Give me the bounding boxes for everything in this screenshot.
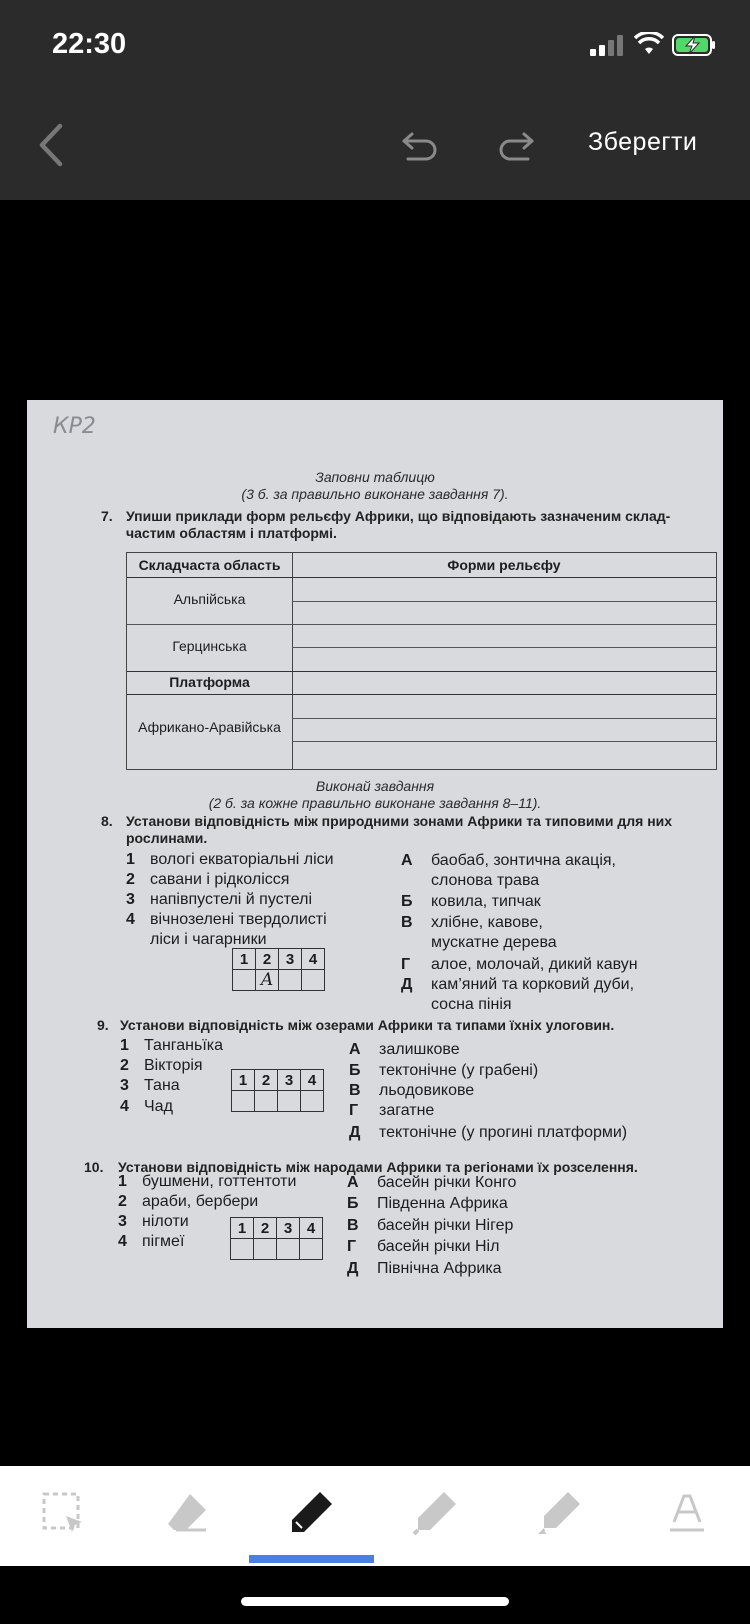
task8-left-item: ліси і чагарники [150, 931, 267, 948]
section2-title: Виконай завдання [315, 778, 435, 794]
task9-left-item: 1 Танганьїка [120, 1037, 224, 1054]
task8-right-item: А баобаб, зонтична акація, [401, 852, 616, 869]
table-header-region: Складчаста область [138, 557, 281, 573]
table-header-relief: Форми рельєфу [447, 557, 561, 573]
task8-right-item: В хлібне, кавове, [401, 914, 543, 931]
task8-left-item: 1 вологі екваторіальні ліси [126, 851, 334, 868]
table-row-line [127, 671, 716, 672]
grid-answer-cell [233, 970, 256, 991]
task8-right-item: Б ковила, типчак [401, 893, 541, 910]
status-bar [0, 0, 750, 90]
task9-right-item: Д тектонічне (у прогині платформи) [349, 1124, 628, 1141]
grid-answer-cell [277, 1239, 300, 1260]
marker-tool-icon[interactable] [410, 1488, 460, 1538]
task10-right-item: А басейн річки Конго [347, 1174, 517, 1191]
save-button[interactable]: Зберегти [588, 128, 698, 156]
grid-head-cell: 1 [233, 949, 256, 970]
table-row-line [292, 601, 716, 602]
task10-right-item: Б Південна Африка [347, 1195, 508, 1212]
grid-answer-cell [278, 1091, 301, 1112]
drawing-toolbar [0, 1466, 750, 1566]
task9-left-item: 3 Тана [120, 1077, 180, 1094]
grid-answer-cell [302, 970, 325, 991]
task8-right-item: сосна пінія [431, 996, 512, 1013]
task8-right-item: Д кам’яний та корковий дуби, [401, 976, 635, 993]
grid-head-cell: 2 [255, 1070, 278, 1091]
task8-left-item: 3 напівпустелі й пустелі [126, 891, 313, 908]
grid-answer-cell [301, 1091, 324, 1112]
task10-right-item: Г басейн річки Ніл [347, 1238, 500, 1255]
table-row-label: Африкано-Аравійська [138, 719, 281, 735]
relief-table [126, 552, 717, 770]
task9-text: Установи відповідність між озерами Африки та типами їхніх улоговин. [120, 1017, 615, 1033]
grid-head-cell: 3 [277, 1218, 300, 1239]
grid-answer-cell [255, 1091, 278, 1112]
section1-subtitle: (3 б. за правильно виконане завдання 7). [241, 486, 509, 502]
status-time: 22:30 [52, 28, 127, 60]
grid-answer-cell [279, 970, 302, 991]
table-row-line [292, 741, 716, 742]
grid-answer-cell [231, 1239, 254, 1260]
table-row-line [127, 624, 716, 625]
grid-head-cell: 3 [279, 949, 302, 970]
grid-answer-cell [300, 1239, 323, 1260]
table-row-label: Герцинська [172, 638, 247, 654]
task7-text-line1: Упиши приклади форм рельєфу Африки, що відповідають зазначеним склад- [126, 508, 671, 524]
section1-title: Заповни таблицю [315, 469, 435, 485]
task10-left-item: 1 бушмени, готтентоти [118, 1173, 297, 1190]
grid-head-cell: 1 [231, 1218, 254, 1239]
grid-head-cell: 2 [256, 949, 279, 970]
grid-head-cell: 3 [278, 1070, 301, 1091]
grid-answer-cell [254, 1239, 277, 1260]
task9-right-item: Г загатне [349, 1102, 435, 1119]
task9-right-item: Б тектонічне (у грабені) [349, 1062, 539, 1079]
grid-answer-cell-handwritten: А [256, 970, 279, 991]
task10-number: 10. [84, 1159, 104, 1175]
task10-left-item: 2 араби, бербери [118, 1193, 259, 1210]
document-photo [27, 400, 723, 1328]
back-chevron-icon[interactable] [30, 120, 70, 170]
grid-head-cell: 4 [300, 1218, 323, 1239]
section2-subtitle: (2 б. за кожне правильно виконане завдання 8–11). [208, 795, 542, 811]
task8-right-item: мускатне дерева [431, 934, 557, 951]
table-row-line [292, 647, 716, 648]
task8-answer-grid [232, 948, 325, 991]
task8-text-line2: рослинами. [126, 830, 208, 846]
select-tool-icon[interactable] [38, 1488, 88, 1538]
grid-head-cell: 2 [254, 1218, 277, 1239]
table-row-label: Альпійська [173, 591, 246, 607]
table-row-line [127, 694, 716, 695]
home-indicator[interactable] [241, 1597, 509, 1606]
task8-right-item: Г алое, молочай, дикий кавун [401, 956, 638, 973]
redo-icon[interactable] [496, 128, 536, 164]
eraser-tool-icon[interactable] [162, 1488, 212, 1538]
task10-left-item: 3 нілоти [118, 1213, 189, 1230]
grid-head-cell: 1 [232, 1070, 255, 1091]
undo-icon[interactable] [400, 128, 440, 164]
task8-left-item: 4 вічнозелені твердолисті [126, 911, 327, 928]
task9-right-item: В льодовикове [349, 1082, 475, 1099]
task7-text-line2: частим областям і платформі. [126, 525, 337, 541]
task9-number: 9. [97, 1017, 109, 1033]
task10-right-item: В басейн річки Нігер [347, 1217, 514, 1234]
task10-left-item: 4 пігмеї [118, 1233, 185, 1250]
task8-number: 8. [101, 813, 113, 829]
task9-left-item: 2 Вікторія [120, 1057, 203, 1074]
battery-charging-icon [672, 34, 716, 56]
highlighter-tool-icon[interactable] [534, 1488, 584, 1538]
task10-text: Установи відповідність між народами Африки та регіонами їх розселення. [118, 1159, 638, 1175]
table-row-line [292, 718, 716, 719]
task9-answer-grid [231, 1069, 324, 1112]
handwritten-note: КР2 [53, 414, 96, 439]
editor-nav-bar [0, 90, 750, 200]
grid-head-cell: 4 [302, 949, 325, 970]
task8-text-line1: Установи відповідність між природними зонами Африки та типовими для них [126, 813, 673, 829]
grid-answer-cell [232, 1091, 255, 1112]
text-tool-icon[interactable] [662, 1488, 712, 1538]
task9-right-item: А залишкове [349, 1041, 460, 1058]
active-tool-indicator [249, 1555, 374, 1563]
task8-right-item: слонова трава [431, 872, 540, 889]
task10-answer-grid [230, 1217, 323, 1260]
table-divider [292, 553, 293, 769]
task10-right-item: Д Північна Африка [347, 1260, 502, 1277]
table-row-line [127, 577, 716, 578]
task8-left-item: 2 савани і рідколісся [126, 871, 290, 888]
wifi-icon [634, 32, 664, 56]
cellular-signal-icon [590, 34, 626, 56]
task9-left-item: 4 Чад [120, 1098, 173, 1115]
task7-number: 7. [101, 508, 113, 524]
table-row-label: Платформа [169, 674, 250, 690]
pen-tool-icon[interactable] [286, 1488, 336, 1538]
grid-head-cell: 4 [301, 1070, 324, 1091]
